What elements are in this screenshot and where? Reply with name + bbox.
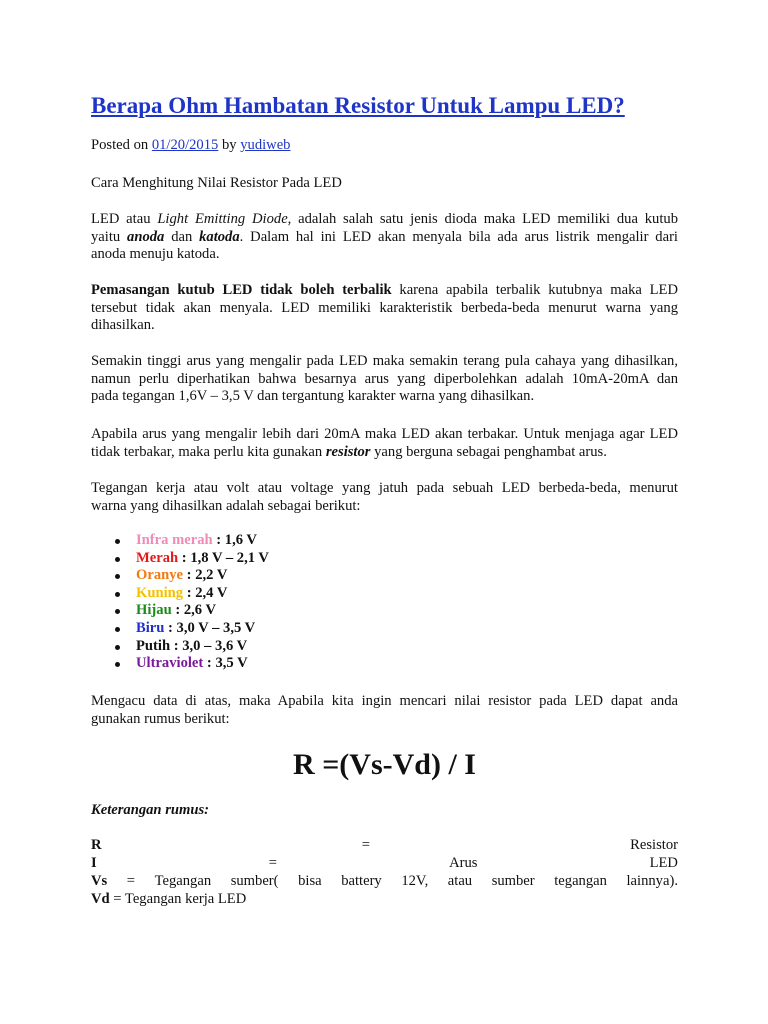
- bullet-icon: [115, 592, 120, 597]
- anoda-term: anoda: [127, 228, 165, 245]
- post-date-link[interactable]: 01/20/2015: [151, 137, 219, 153]
- post-title-link[interactable]: Berapa Ohm Hambatan Resistor Untuk Lampu LED?: [91, 93, 625, 118]
- polarity-warning: Pemasangan kutub LED tidak boleh terbalik: [91, 282, 392, 298]
- paragraph-current: Semakin tinggi arus yang mengalir pada LED maka semakin terang pula cahaya yang dihasilkan, namun perlu diperhatikan bahwa besarnya arus yang diperbolehkan adalah 10mA-20mA dan pada tegangan 1,6V – 3,5 V dan tergantung karakter warna yang dihasilkan.: [91, 353, 678, 405]
- bullet-icon: [115, 627, 120, 632]
- bullet-icon: [115, 662, 120, 667]
- paragraph-polarity: Pemasangan kutub LED tidak boleh terbalik karena apabila terbalik kutubnya maka LED tersebut tidak akan menyala. LED memiliki karakteristik berbeda-beda menurut warna yang dihasilkan.: [91, 282, 678, 334]
- paragraph-led-intro: LED atau Light Emitting Diode, adalah salah satu jenis dioda maka LED memiliki dua kutub yaitu anoda dan katoda. Dalam hal ini LED akan menyala bila ada arus listrik mengalir dari anoda menuju katoda.: [91, 211, 678, 263]
- paragraph-overcurrent: Apabila arus yang mengalir lebih dari 20mA maka LED akan terbakar. Untuk menjaga agar LED tidak terbakar, maka perlu kita gunakan resistor yang berguna sebagai penghambat arus.: [91, 426, 678, 460]
- resistor-term: resistor: [325, 443, 371, 460]
- legend-row-vd: Vd = Tegangan kerja LED: [91, 891, 247, 907]
- paragraph-voltage: Tegangan kerja atau volt atau voltage yang jatuh pada sebuah LED berbeda-beda, menurut warna yang dihasilkan adalah sebagai berikut:: [91, 480, 678, 514]
- bullet-icon: [115, 539, 120, 544]
- list-item: Ultraviolet : 3,5 V: [91, 655, 269, 673]
- bullet-icon: [115, 645, 120, 650]
- legend-heading: Keterangan rumus:: [91, 802, 209, 818]
- section-heading: Cara Menghitung Nilai Resistor Pada LED: [91, 175, 342, 191]
- list-item: Hijau : 2,6 V: [91, 602, 269, 620]
- list-item: Kuning : 2,4 V: [91, 585, 269, 603]
- bullet-icon: [115, 557, 120, 562]
- list-item: Putih : 3,0 – 3,6 V: [91, 638, 269, 656]
- led-voltage-list: [91, 532, 269, 673]
- list-item: Merah : 1,8 V – 2,1 V: [91, 550, 269, 568]
- by-label: by: [221, 137, 237, 153]
- paragraph-formula-intro: Mengacu data di atas, maka Apabila kita ingin mencari nilai resistor pada LED dapat anda gunakan rumus berikut:: [91, 693, 678, 727]
- legend-row-r: R = Resistor: [91, 837, 678, 853]
- list-item: Infra merah : 1,6 V: [91, 532, 269, 550]
- list-item: Oranye : 2,2 V: [91, 567, 269, 585]
- resistor-formula: R =(Vs-Vd) / I: [293, 748, 476, 781]
- posted-on-label: Posted on: [91, 137, 149, 153]
- katoda-term: katoda: [199, 228, 240, 245]
- author-link[interactable]: yudiweb: [240, 137, 291, 153]
- list-item: Biru : 3,0 V – 3,5 V: [91, 620, 269, 638]
- bullet-icon: [115, 609, 120, 614]
- legend-row-vs: Vs = Tegangan sumber( bisa battery 12V, atau sumber tegangan lainnya).: [91, 873, 678, 889]
- bullet-icon: [115, 574, 120, 579]
- legend-row-i: I = Arus LED: [91, 855, 678, 871]
- post-meta: [91, 137, 290, 155]
